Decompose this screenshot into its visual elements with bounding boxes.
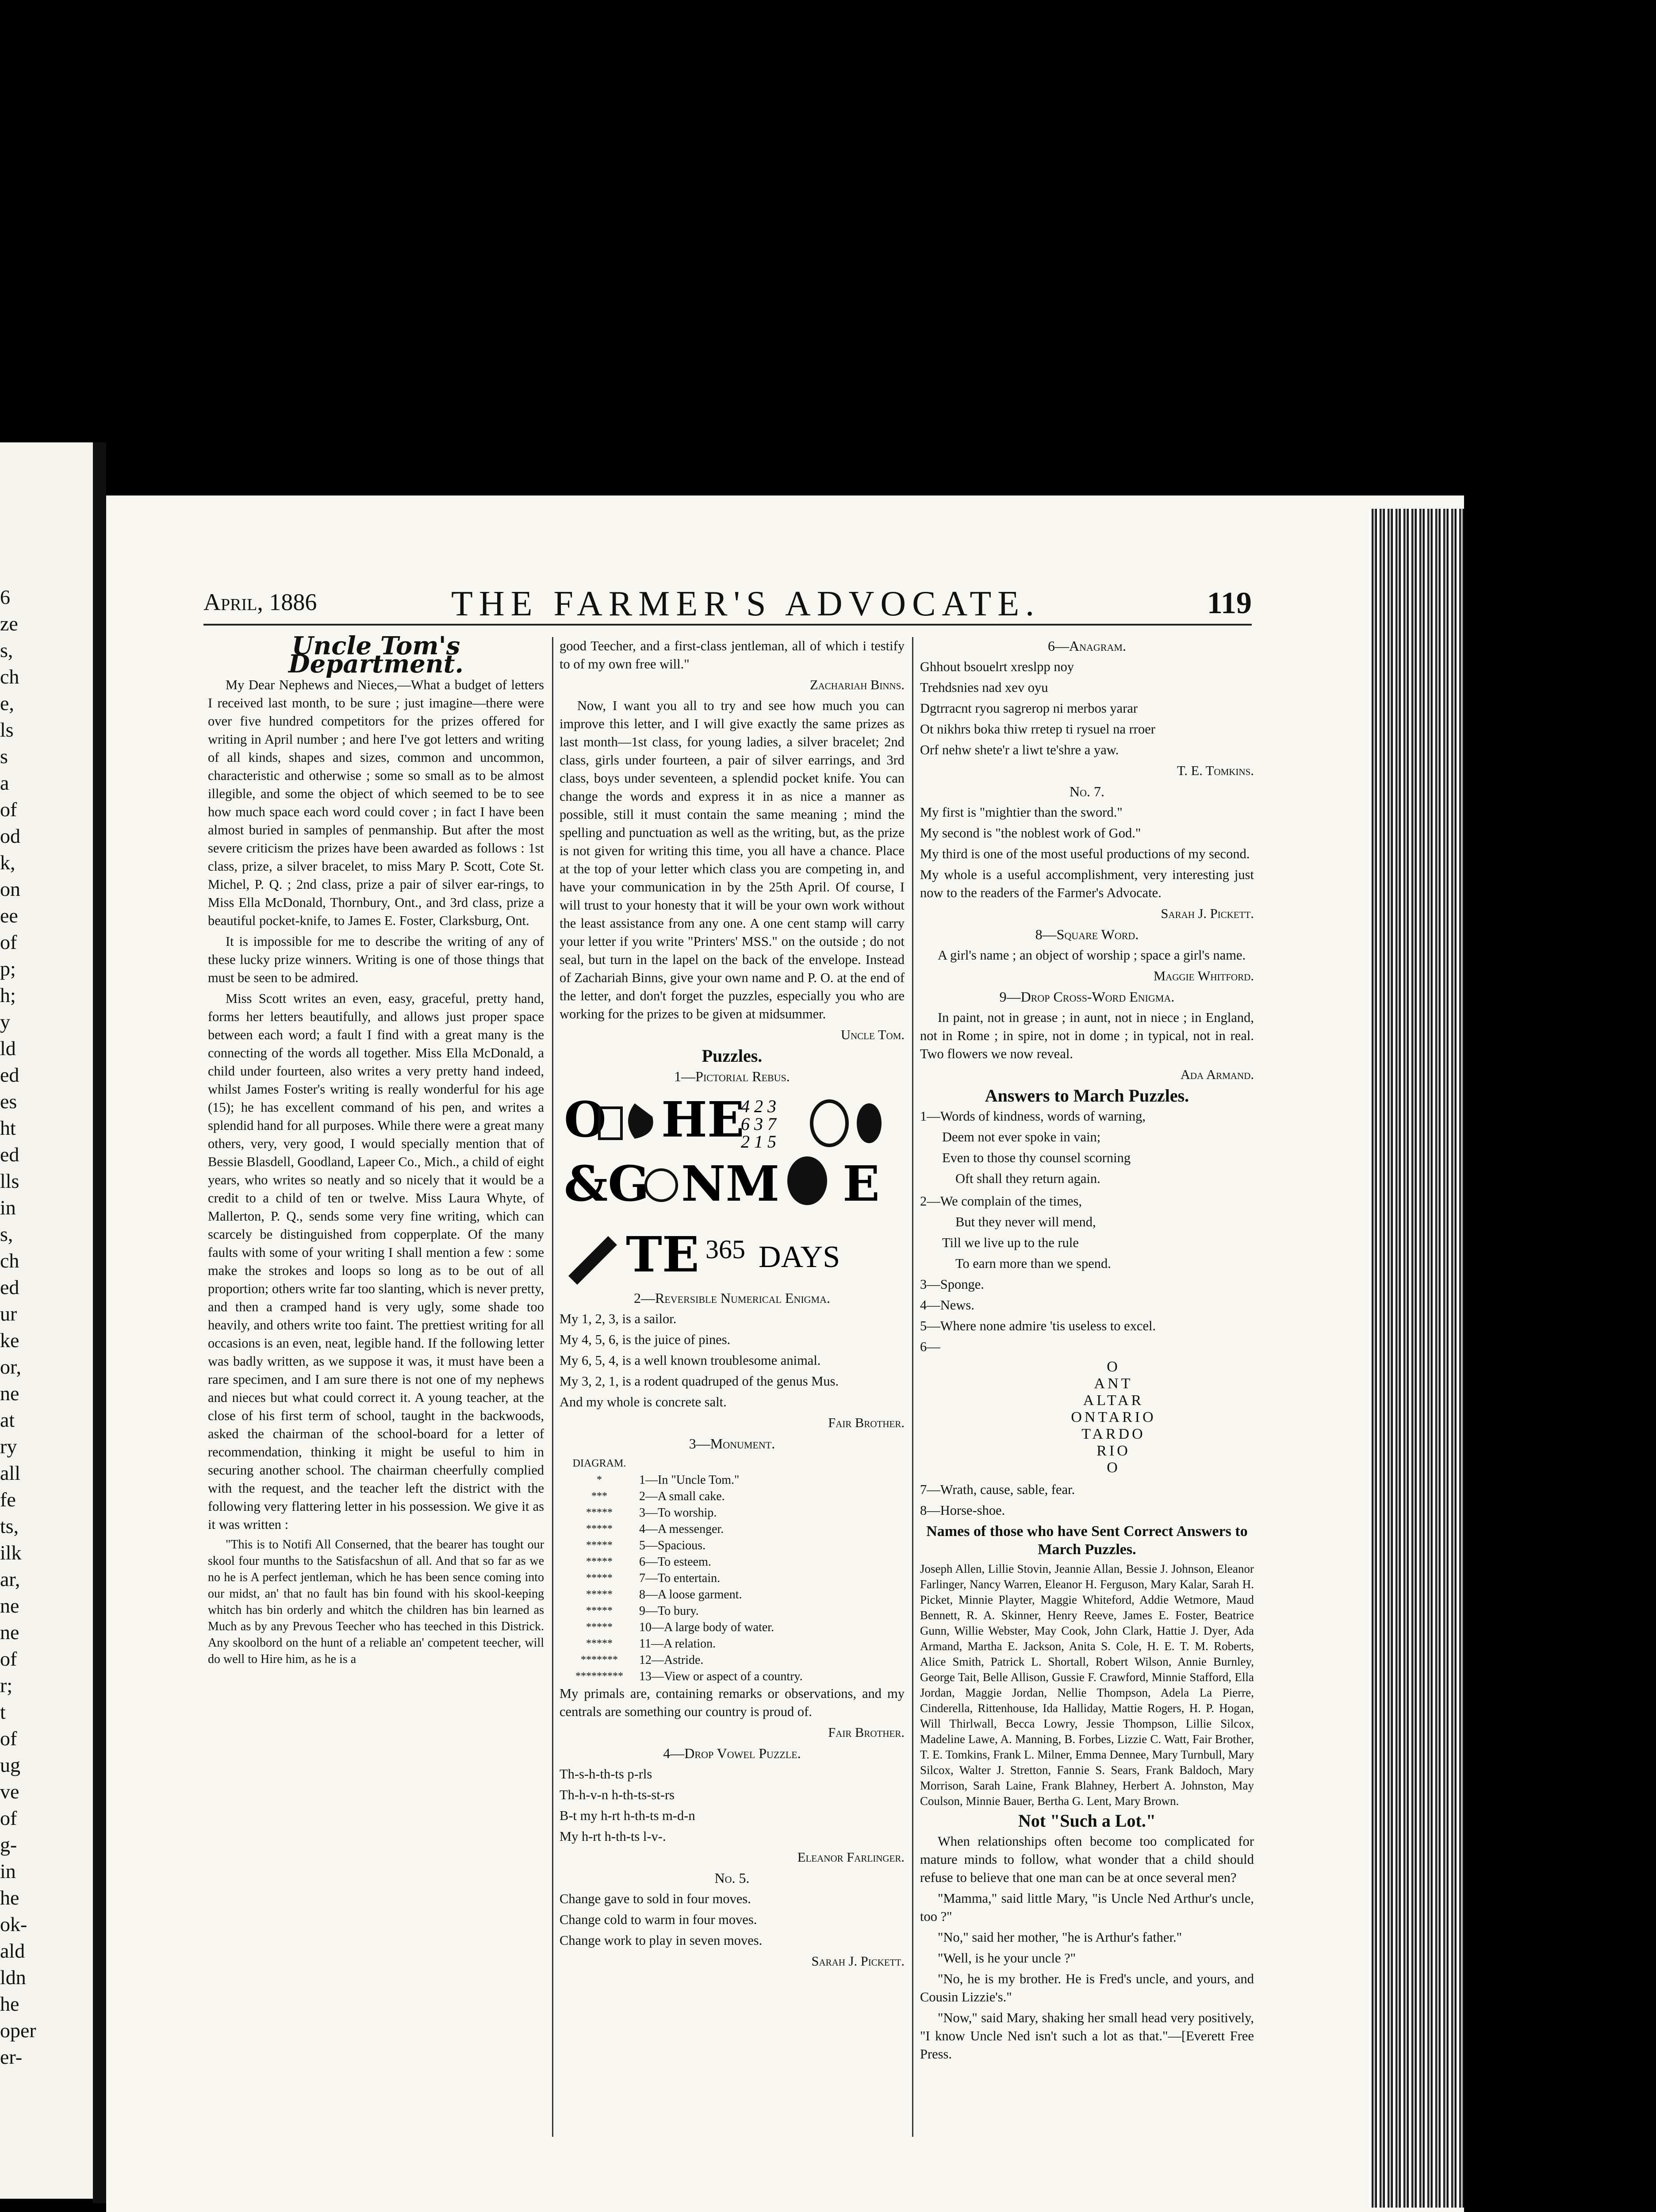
diamond-row: ONTARIO [1071, 1409, 1156, 1425]
edge-fragment: of [0, 1807, 17, 1829]
puzzle-title: No. 7. [1070, 783, 1104, 799]
puzzle-line: My first is "mightier than the sword." [920, 805, 1123, 820]
edge-fragment: at [0, 1409, 15, 1431]
rebus-letters-te: TE [626, 1226, 699, 1283]
edge-fragment: all [0, 1462, 20, 1484]
puzzle-line: B-t my h-rt h-th-ts m-d-n [560, 1808, 695, 1823]
publication-title: THE FARMER'S ADVOCATE. [451, 584, 1041, 623]
edge-fragment: s, [0, 1223, 13, 1245]
facing-page-edge-text [0, 584, 36, 2070]
puzzle-line: My 1, 2, 3, is a sailor. [560, 1311, 677, 1326]
story-paragraph: "Well, is he your uncle ?" [938, 1951, 1076, 1966]
book-binding [93, 442, 106, 2203]
edge-fragment: ilk [0, 1541, 22, 1564]
signature: Sarah J. Pickett. [811, 1954, 905, 1969]
edge-fragment: ts, [0, 1515, 19, 1537]
puzzle-line: And my whole is concrete salt. [560, 1394, 727, 1409]
edge-fragment: ze [0, 612, 18, 635]
quill-icon [568, 1236, 617, 1285]
puzzle-line: My h-rt h-th-ts l-v-. [560, 1829, 666, 1844]
signature: Maggie Whitford. [1154, 968, 1254, 983]
diagram-row [560, 1603, 905, 1619]
puzzle-title: 1—Pictorial Rebus. [674, 1068, 790, 1084]
puzzle-line: Orf nehw shete'r a liwt te'shre a yaw. [920, 742, 1119, 757]
answer-line: To earn more than we spend. [955, 1256, 1111, 1271]
diagram-row [560, 1505, 905, 1521]
edge-fragment: h; [0, 984, 16, 1006]
rebus-letters-he: HE [661, 1091, 744, 1148]
ring-icon [812, 1101, 847, 1145]
monument-diagram [560, 1455, 905, 1685]
edge-fragment: ne [0, 1621, 19, 1644]
edge-fragment: of [0, 798, 17, 821]
puzzle-line: My whole is a useful accomplishment, very interesting just now to the readers of the Farmer's Advocate. [920, 867, 1254, 900]
edge-fragment: ke [0, 1329, 19, 1352]
diagram-stars: ********* [575, 1671, 623, 1682]
puzzle-line: Change gave to sold in four moves. [560, 1891, 751, 1906]
header-rule [203, 624, 1252, 626]
pitcher-icon [628, 1103, 653, 1139]
diagram-stars: * [597, 1474, 602, 1486]
quoted-letter-continued: good Teecher, and a first-class jentleman, all of which i testify to of my own free will." [560, 638, 905, 672]
diagram-clue: 9—To bury. [639, 1604, 699, 1618]
edge-fragment: ed [0, 1064, 19, 1086]
column-rule [552, 637, 553, 2137]
answer-line: 4—News. [920, 1298, 974, 1313]
rebus-ampersand: &G [564, 1155, 650, 1212]
answers-heading: Answers to March Puzzles. [985, 1086, 1189, 1106]
puzzle-line: My primals are, containing remarks or observations, and my centrals are something our country is proud of. [560, 1686, 905, 1719]
diagram-row [560, 1586, 905, 1603]
diagram-clue: 7—To entertain. [639, 1571, 721, 1585]
puzzle-line: My second is "the noblest work of God." [920, 826, 1141, 841]
names-heading: Names of those who have Sent Correct Answers to March Puzzles. [926, 1523, 1248, 1558]
signature: Zachariah Binns. [809, 677, 905, 692]
puzzle-line: Change work to play in seven moves. [560, 1933, 763, 1948]
puzzle-title: 2—Reversible Numerical Enigma. [634, 1290, 830, 1306]
edge-fragment: k, [0, 851, 15, 874]
signature: Sarah J. Pickett. [1161, 906, 1254, 921]
edge-fragment: ve [0, 1780, 19, 1803]
puzzle-title: 6—Anagram. [1048, 638, 1126, 654]
edge-fragment: od [0, 825, 20, 847]
signature: Ada Armand. [1180, 1067, 1254, 1082]
signature: Fair Brother. [828, 1415, 905, 1430]
answer-line: 8—Horse-shoe. [920, 1503, 1005, 1518]
edge-fragment: in [0, 1196, 16, 1219]
column-3 [920, 637, 1254, 2066]
pictorial-rebus [560, 1090, 905, 1285]
department-title: Uncle Tom's Department. [288, 631, 464, 679]
diagram-stars: ***** [586, 1605, 613, 1617]
edge-fragment: g- [0, 1833, 17, 1856]
story-paragraph: "No," said her mother, "he is Arthur's father." [938, 1930, 1182, 1945]
rebus-image [560, 1090, 896, 1285]
diagram-stars: ***** [586, 1572, 613, 1584]
diamond-row: O [1107, 1459, 1120, 1476]
edge-fragment: fe [0, 1488, 16, 1511]
article-paragraph: Miss Scott writes an even, easy, graceful, pretty hand, forms her letters beautifully, and allows just proper space between each word; a fault I find with a great many is the connecting of the words all together. Miss Ella McDonald, a child under fourteen, also writes a very pretty hand indeed, whilst James Foster's writing is really wonderful for his age (15); he has excellent command of his pen, and writes a splendid hand for all purposes. While there were a great many others, very, very good, I would specially mention that of Bessie Blasdell, Goodland, Lapeer Co., Mich., a child of eight years, who writes so neatly and so nicely that it would be a credit to a child of ten or twelve. Miss Laura Whyte, of Mallerton, P. Q., sends some very fine writing, which can scarcely be distinguished from copperplate. Of the many faults with some of your writing I shall mention a few : some make the strokes and loops so long as to be out of all proportion; others write far too slanting, which is never pretty, and then a cramped hand is very ugly, some shade too heavily, and others write too faint. The prettiest writing for all occasions is an even, neat, legible hand. If the following letter was badly written, as we suppose it was, it must have been a rare specimen, and I am sure there is not one of my nephews and nieces but what could correct it. A young teacher, at the close of his first term of school, taught in the backwoods, asked the chairman of the school-board for a letter of recommendation, thinking it might be useful to him in securing another school. The chairman cheerfully complied with the request, and the teacher left the district with the following very flattering letter in his possession. We give it as it was written : [208, 991, 544, 1532]
diagram-stars: *** [591, 1490, 607, 1502]
rebus-number-row: 2 1 5 [741, 1132, 776, 1152]
article-paragraph: It is impossible for me to describe the writing of any of these lucky prize winners. Writing is one of those things that must be seen to be admired. [208, 934, 544, 985]
column-2 [560, 637, 905, 1973]
edge-fragment: t [0, 1701, 6, 1723]
answer-line: 3—Sponge. [920, 1277, 984, 1292]
rebus-letter-o: O [564, 1091, 606, 1148]
edge-fragment: e, [0, 692, 14, 714]
puzzle-title: 8—Square Word. [1035, 926, 1139, 942]
diagram-clue: 11—A relation. [639, 1637, 716, 1651]
signature: T. E. Tomkins. [1177, 763, 1254, 778]
names-list: Joseph Allen, Lillie Stovin, Jeannie Allan, Bessie J. Johnson, Eleanor Farlinger, Nancy Warren, Eleanor H. Ferguson, Mary Kalar, Sarah H. Picket, Minnie Playter, Maggie Whiteford, Addie Wetmore, Maud Bennett, R. A. Skinner, Henry Reeve, James E. Foster, Beatrice Gunn, Willie Webster, May Cook, John Clark, Hattie J. Dyer, Ada Armand, Martha E. Jackson, Anita S. Cole, H. E. T. M. Roberts, Alice Smith, Patrick L. Shortall, Robert Wilson, Annie Burnley, George Tait, Belle Allison, Gussie F. Crawford, Minnie Stafford, Ella Jordan, Maggie Jordan, Nellie Thompson, Adela La Pierre, Cinderella, Rittenhouse, Ida Halliday, Mattie Rogers, H. P. Hogan, Will Thirlwall, Becca Lowry, Jessie Thompson, Lillie Silcox, Madeline Lawe, A. Manning, B. Forbes, Lizzie C. Watt, Fair Brother, T. E. Tomkins, Frank L. Milner, Emma Dennee, Mary Turnbull, Mary Silcox, Walter J. Stretton, Fannie S. Sears, Frank Baldoch, Mary Morrison, Sarah Laine, Frank Blahney, Herbert A. Johnston, May Coulson, Minnie Bauer, Bertha G. Lent, Mary Brown. [920, 1562, 1254, 1808]
edge-fragment: ed [0, 1276, 19, 1298]
puzzle-line: My 4, 5, 6, is the juice of pines. [560, 1332, 731, 1347]
puzzle-line: My 6, 5, 4, is a well known troublesome animal. [560, 1353, 821, 1368]
column-rule [912, 637, 913, 2137]
page-number: 119 [1207, 586, 1252, 620]
edge-fragment: of [0, 931, 17, 953]
diagram-row [560, 1554, 905, 1570]
diamond-answer [973, 1359, 1254, 1476]
edge-fragment: r; [0, 1674, 13, 1697]
edge-fragment: lls [0, 1170, 19, 1192]
diagram-clue: 12—Astride. [639, 1653, 704, 1667]
puzzle-title: 4—Drop Vowel Puzzle. [663, 1745, 801, 1761]
puzzle-title: No. 5. [714, 1870, 750, 1886]
edge-fragment: on [0, 878, 20, 900]
diagram-row [560, 1521, 905, 1537]
puzzle-title: 9—Drop Cross-Word Enigma. [999, 989, 1175, 1005]
edge-fragment: p; [0, 957, 16, 980]
running-head [203, 584, 1252, 624]
diagram-stars: ******* [581, 1654, 618, 1666]
bee-icon [787, 1156, 827, 1205]
edge-fragment: a [0, 772, 9, 794]
edge-fragment: ne [0, 1382, 19, 1405]
ring-icon [646, 1170, 677, 1201]
diagram-row [560, 1570, 905, 1586]
puzzles-heading: Puzzles. [702, 1046, 763, 1066]
edge-fragment: ok- [0, 1913, 27, 1936]
issue-date: April, 1886 [203, 589, 317, 615]
puzzle-line: Th-h-v-n h-th-ts-st-rs [560, 1787, 675, 1802]
diagram-clue: 6—To esteem. [639, 1555, 711, 1569]
answer-line: 5—Where none admire 'tis useless to excel. [920, 1318, 1156, 1333]
diagram-row [560, 1472, 905, 1488]
puzzle-line: Dgtrracnt ryou sagrerop ni merbos yarar [920, 701, 1138, 716]
diagram-stars: ***** [586, 1621, 613, 1633]
puzzle-line: Ot nikhrs boka thiw rretep ti rysuel na rroer [920, 722, 1155, 737]
diagram-stars: ***** [586, 1540, 613, 1551]
diagram-clue: 10—A large body of water. [639, 1621, 774, 1634]
edge-fragment: 6 [0, 586, 10, 608]
edge-fragment: es [0, 1090, 17, 1113]
rebus-number: 365 [705, 1235, 745, 1264]
diamond-row: ALTAR [1083, 1392, 1144, 1409]
puzzle-line: My third is one of the most useful productions of my second. [920, 846, 1250, 861]
diamond-row: O [1107, 1359, 1120, 1375]
puzzle-line: Th-s-h-th-ts p-rls [560, 1767, 652, 1782]
edge-fragment: ry [0, 1435, 17, 1458]
puzzle-line: In paint, not in grease ; in aunt, not in niece ; in England, not in Rome ; in spire, not in dome ; in typical, not in real. Two flowers we now reveal. [920, 1010, 1254, 1061]
diamond-row: ANT [1094, 1375, 1133, 1392]
answer-line: Till we live up to the rule [942, 1235, 1079, 1250]
edge-fragment: or, [0, 1356, 21, 1378]
story-paragraph: "No, he is my brother. He is Fred's uncle, and yours, and Cousin Lizzie's." [920, 1971, 1254, 2005]
story-paragraph: "Now," said Mary, shaking her small head very positively, "I know Uncle Ned isn't such a lot as that."—[Everett Free Press. [920, 2010, 1254, 2062]
diagram-clue: 1—In "Uncle Tom." [639, 1473, 740, 1487]
diagram-stars: ***** [586, 1507, 613, 1518]
quoted-letter: "This is to Notifi All Conserned, that the bearer has tought our skool four munths to the Satisfacshun of all. And that so far as we no he is A perfect jentleman, which he has been sence coming into our midst, an' that no fault has bin found with his skool-keeping whitch has bin orderly and whitch the children has bin learned as Much as by any Prevous Teecher who has teeched in this Districk. Any skoolbord on the hunt of a reliable an' competent teecher, will do well to Hire him, as he is a [208, 1538, 544, 1666]
answer-line: 7—Wrath, cause, sable, fear. [920, 1482, 1075, 1497]
puzzle-line: Trehdsnies nad xev oyu [920, 680, 1048, 695]
diagram-clue: 8—A loose garment. [639, 1588, 742, 1601]
diagram-stars: ***** [586, 1556, 613, 1567]
leaf-icon [857, 1103, 882, 1143]
puzzle-line: Change cold to warm in four moves. [560, 1912, 757, 1927]
edge-fragment: ug [0, 1754, 20, 1776]
page-edges [1369, 509, 1464, 2208]
diagram-clue: 2—A small cake. [639, 1490, 725, 1503]
edge-fragment: ur [0, 1302, 17, 1325]
rebus-word: DAYS [759, 1240, 840, 1274]
puzzle-line: Ghhout bsouelrt xreslpp noy [920, 659, 1074, 674]
edge-fragment: ed [0, 1143, 19, 1166]
edge-fragment: ldn [0, 1966, 26, 1989]
story-title: Not "Such a Lot." [1018, 1811, 1156, 1831]
answer-line: Even to those thy counsel scorning [942, 1150, 1131, 1165]
column-1 [208, 631, 544, 1670]
answer-line: 6— [920, 1339, 940, 1354]
diamond-row: TARDO [1081, 1426, 1146, 1442]
rebus-number-row: 6 3 7 [741, 1114, 776, 1134]
edge-fragment: of [0, 1727, 17, 1750]
edge-fragment: ls [0, 718, 14, 741]
edge-fragment: oper [0, 2019, 36, 2042]
signature: Uncle Tom. [840, 1027, 905, 1042]
puzzle-line: A girl's name ; an object of worship ; space a girl's name. [938, 948, 1246, 963]
rebus-number-row: 4 2 3 [741, 1096, 776, 1116]
edge-fragment: ee [0, 904, 18, 927]
diagram-stars: ***** [586, 1523, 613, 1535]
edge-fragment: ald [0, 1939, 25, 1962]
diagram-label: DIAGRAM. [572, 1458, 626, 1469]
diagram-row [560, 1619, 905, 1636]
article-paragraph: Now, I want you all to try and see how much you can improve this letter, and I will give exactly the same prizes as last month—1st class, for young ladies, a silver bracelet; 2nd class, girls under fourteen, a pair of silver earrings, and 3rd class, boys under seventeen, a splendid pocket knife. You can change the words and express it in as nice a manner as possible, still it must contain the same meaning ; mind the spelling and punctuation as well as the writing, but, as the prize is not given for writing this time, you all have a chance. Place at the top of your letter which class you are competing in, and have your communication in by the 25th April. Of course, I will trust to your honesty that it will be your own work without the least assistance from any one. A one cent stamp will carry your letter if you write "Printers' MSS." on the outside ; do not seal, but turn in the lapel on the back of the envelope. Instead of Zachariah Binns, give your own name and P. O. at the end of the letter, and don't forget the puzzles, especially you who are working for the prizes to be given at midsummer. [560, 698, 905, 1022]
edge-fragment: ch [0, 665, 19, 688]
story-paragraph: "Mamma," said little Mary, "is Uncle Ned Arthur's uncle, too ?" [920, 1891, 1254, 1924]
diagram-clue: 4—A messenger. [639, 1522, 724, 1536]
diagram-clue: 5—Spacious. [639, 1539, 706, 1552]
article-paragraph: My Dear Nephews and Nieces,—What a budget of letters I received last month, to be sure ; just imagine—there were over five hundred competitors for the prizes offered for writing in April number ; and here I've got letters and writing of all kinds, shapes and sizes, common and uncommon, characteristic and otherwise ; some so small as to be almost illegible, and some the object of which seemed to be to see how much space each word could cover ; in fact I have been almost buried in samples of penmanship. But after the most severe criticism the prizes have been awarded as follows : 1st class, prize, a silver bracelet, to miss Mary P. Scott, Cote St. Michel, P. Q. ; 2nd class, prize a pair of silver ear-rings, to Miss Ella McDonald, Thornbury, Ont., and 3rd class, prize a beautiful pocket-knife, to James E. Foster, Clarksburg, Ont. [208, 677, 544, 928]
edge-fragment: he [0, 1886, 19, 1909]
answer-line: Oft shall they return again. [955, 1171, 1100, 1186]
edge-fragment: he [0, 1993, 19, 2015]
story-paragraph: When relationships often become too complicated for mature minds to follow, what wonder that a child should refuse to believe that one man can be at once several men? [920, 1834, 1254, 1885]
edge-fragment: ar, [0, 1568, 20, 1590]
diamond-row: RIO [1096, 1443, 1131, 1459]
rebus-letter-e: E [843, 1155, 880, 1212]
diagram-row [560, 1652, 905, 1668]
edge-fragment: ld [0, 1037, 16, 1060]
edge-fragment: y [0, 1010, 10, 1033]
puzzle-line: My 3, 2, 1, is a rodent quadruped of the genus Mus. [560, 1374, 839, 1389]
diagram-row [560, 1488, 905, 1505]
edge-fragment: s [0, 745, 8, 768]
answer-line: Deem not ever spoke in vain; [942, 1129, 1101, 1144]
edge-fragment: ne [0, 1594, 19, 1617]
edge-fragment: er- [0, 2046, 23, 2068]
signature: Eleanor Farlinger. [797, 1850, 905, 1865]
diagram-stars: ***** [586, 1638, 613, 1649]
edge-fragment: ht [0, 1117, 16, 1139]
answer-line: 2—We complain of the times, [920, 1194, 1082, 1209]
diagram-stars: ***** [586, 1589, 613, 1600]
signature: Fair Brother. [828, 1725, 905, 1740]
edge-fragment: ch [0, 1249, 19, 1272]
rebus-letters-nm: NM [681, 1155, 780, 1212]
edge-fragment: in [0, 1860, 16, 1882]
diagram-row [560, 1537, 905, 1554]
answer-line: But they never will mend, [955, 1214, 1096, 1229]
diagram-row [560, 1668, 905, 1685]
answer-line: 1—Words of kindness, words of warning, [920, 1109, 1146, 1124]
edge-fragment: of [0, 1647, 17, 1670]
diagram-clue: 3—To worship. [639, 1506, 717, 1520]
edge-fragment: s, [0, 639, 13, 661]
diagram-row [560, 1636, 905, 1652]
diagram-clue: 13—View or aspect of a country. [639, 1670, 803, 1683]
puzzle-title: 3—Monument. [689, 1436, 775, 1452]
